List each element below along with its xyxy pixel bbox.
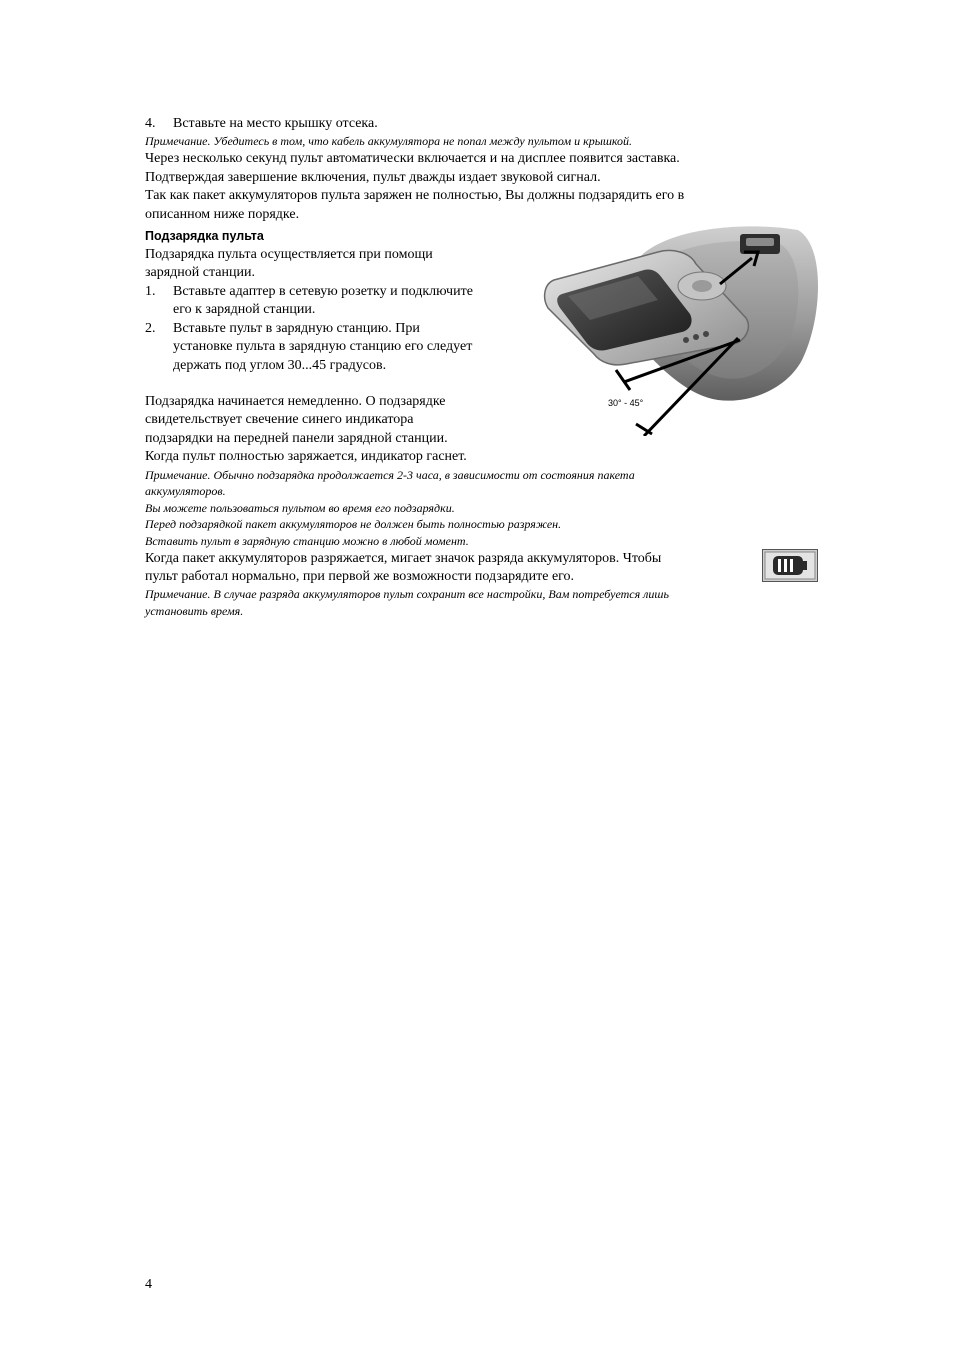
note-line: аккумуляторов. [145, 484, 226, 498]
status-line: Когда пульт полностью заряжается, индикатор гаснет. [145, 449, 467, 464]
note-line: Примечание. В случае разряда аккумуляторов пульт сохранит все настройки, Вам потребуется лишь [145, 587, 669, 601]
intro-line: Подтверждая завершение включения, пульт дважды издает звуковой сигнал. [145, 170, 601, 185]
step-2-cont: установке пульта в зарядную станцию его следует [173, 339, 473, 354]
battery-text-line: Когда пакет аккумуляторов разряжается, мигает значок разряда аккумуляторов. Чтобы [145, 551, 662, 566]
note-line: Вы можете пользоваться пультом во время его подзарядки. [145, 501, 455, 515]
note-line: установить время. [145, 604, 244, 618]
page-number: 4 [145, 1277, 152, 1292]
step-1-cont: его к зарядной станции. [173, 302, 316, 317]
section-heading: Подзарядка пульта [145, 229, 264, 243]
status-line: Подзарядка начинается немедленно. О подзарядке [145, 394, 446, 409]
charging-intro-line: зарядной станции. [145, 265, 255, 280]
note-line: Перед подзарядкой пакет аккумуляторов не должен быть полностью разряжен. [145, 517, 562, 531]
status-line: свидетельствует свечение синего индикатора [145, 412, 414, 427]
note-line: Примечание. Обычно подзарядка продолжается 2-3 часа, в зависимости от состояния пакета [145, 468, 635, 482]
step-4: 4. Вставьте на место крышку отсека. [145, 116, 378, 131]
note-cable: Примечание. Убедитесь в том, что кабель аккумулятора не попал между пультом и крышкой. [145, 134, 633, 148]
battery-text-line: пульт работал нормально, при первой же возможности подзарядите его. [145, 569, 575, 584]
angle-label: 30° - 45° [608, 398, 644, 408]
battery-low-icon [762, 549, 818, 582]
step-2: 2. Вставьте пульт в зарядную станцию. При [145, 321, 420, 336]
intro-line: Так как пакет аккумуляторов пульта заряжен не полностью, Вы должны подзарядить его в [145, 188, 685, 203]
charging-intro-line: Подзарядка пульта осуществляется при помощи [145, 247, 433, 262]
note-line: Вставить пульт в зарядную станцию можно в любой момент. [145, 534, 469, 548]
intro-line: Через несколько секунд пульт автоматически включается и на дисплее появится заставка. [145, 151, 680, 166]
status-line: подзарядки на передней панели зарядной станции. [145, 431, 448, 446]
step-2-cont: держать под углом 30...45 градусов. [173, 358, 387, 373]
charging-station-illustration [540, 222, 818, 436]
step-1: 1. Вставьте адаптер в сетевую розетку и подключите [145, 284, 473, 299]
intro-line: описанном ниже порядке. [145, 207, 300, 222]
